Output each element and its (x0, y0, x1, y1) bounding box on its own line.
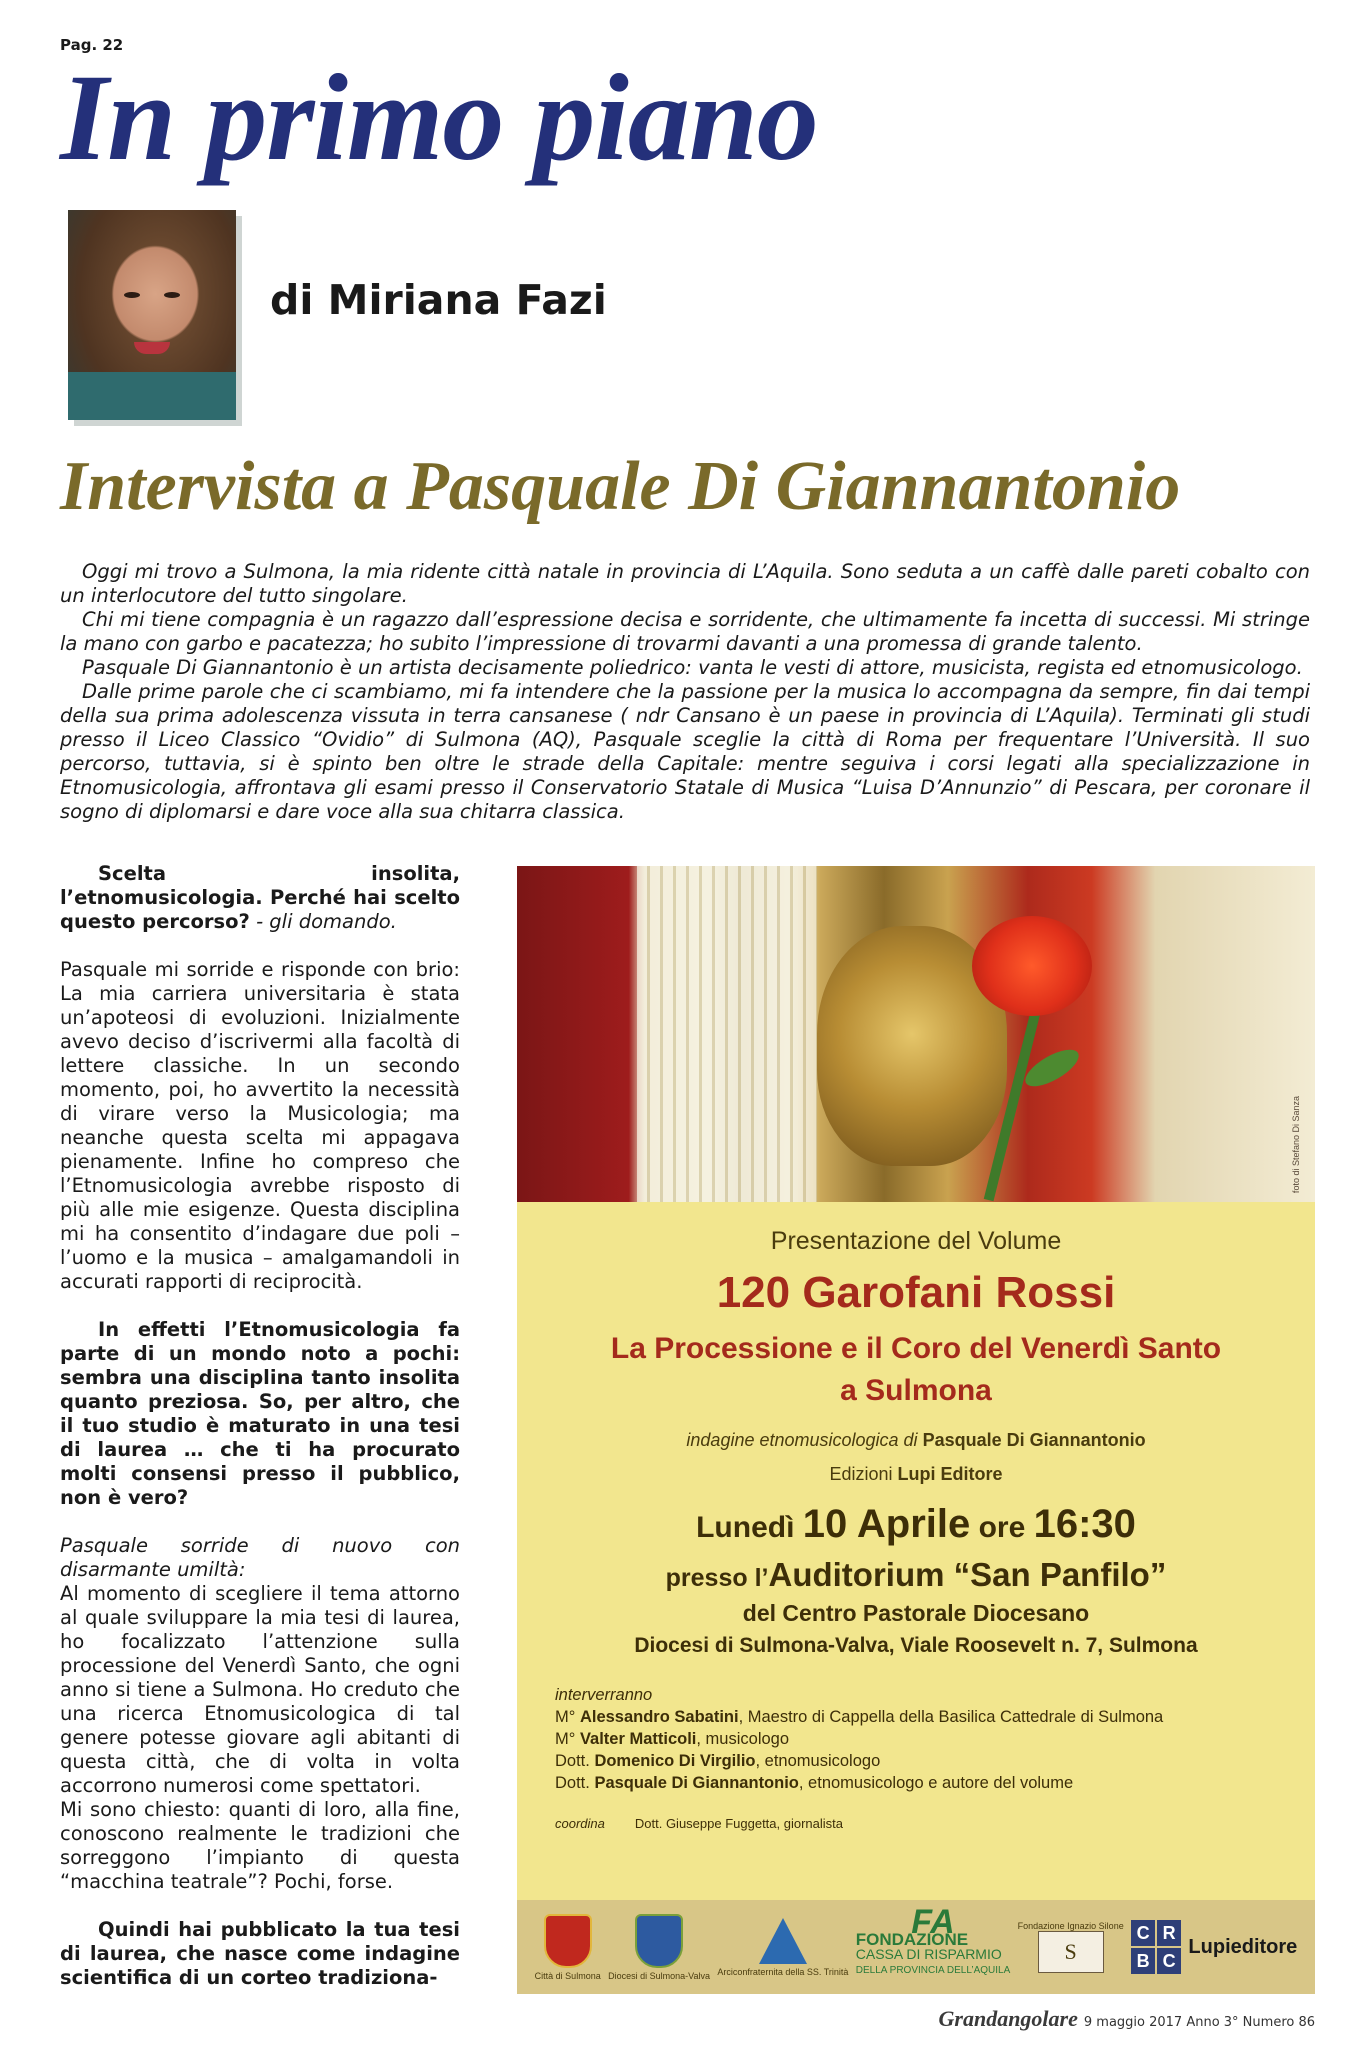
speaker-role: , etnomusicologo (755, 1752, 881, 1770)
intro-paragraph: Oggi mi trovo a Sulmona, la mia ridente città natale in provincia di L’Aquila. Sono seduta a un caffè dalle pareti cobalto con un interlocutore del tutto singolare. (60, 560, 1310, 607)
shield-icon (544, 1914, 592, 1968)
venue-name: Auditorium “San Panfilo” (768, 1556, 1167, 1593)
editore-label: Edizioni (829, 1464, 898, 1484)
speaker-row (555, 1728, 1295, 1750)
crbc-letter: B (1131, 1948, 1155, 1974)
editore-name: Lupi Editore (897, 1464, 1003, 1484)
speaker-row (555, 1772, 1295, 1794)
logo-caption: Città di Sulmona (534, 1970, 601, 1981)
logo-caption: Fondazione Ignazio Silone (1017, 1921, 1124, 1931)
magazine-name: Grandangolare (938, 2006, 1078, 2031)
speaker-name: Alessandro Sabatini (579, 1708, 739, 1726)
poster-coordina (555, 1816, 1255, 1831)
section-title: In primo piano (60, 49, 818, 186)
fondazione-line-3: DELLA PROVINCIA DELL’AQUILA (855, 1964, 1011, 1976)
speaker-title: M° (555, 1730, 580, 1748)
logo-arciconfraternita (717, 1918, 848, 1977)
indagine-author: Pasquale Di Giannantonio (922, 1430, 1146, 1450)
interview-column (60, 862, 460, 2014)
photo-eye-right (164, 292, 180, 298)
intro-paragraph: Dalle prime parole che ci scambiamo, mi fa intendere che la passione per la musica lo accompagna da sempre, fin dai tempi della sua prima adolescenza vissuta in terra cansanese ( ndr Cansano è un paese in provincia di L’Aquila). Terminati gli studi presso il Liceo Classico “Ovidio” di Sulmona (AQ), Pasquale sceglie la città di Roma per frequentare l’Università. Il suo percorso, tuttavia, si è spinto ben oltre le strade della Capitale: mentre seguiva i corsi legati alla specializzazione in Etnomusicologia, affrontava gli esami presso il Conservatorio Statale di Musica “Luisa D’Annunzio” di Pescara, per coronare il sogno di diplomarsi e dare voce alla sua chitarra classica. (60, 680, 1310, 823)
page-number: Pag. 22 (60, 36, 124, 54)
speaker-name: Valter Matticoli (579, 1730, 697, 1748)
poster-indagine (517, 1430, 1315, 1451)
red-carnation (972, 916, 1092, 1016)
crbc-letter: R (1157, 1920, 1181, 1946)
venue-prefix: presso l’ (665, 1564, 769, 1592)
author-byline: di Miriana Fazi (270, 276, 607, 324)
photo-eye-left (124, 292, 140, 298)
poster-intro: Presentazione del Volume (770, 1227, 1062, 1255)
coordina-label: coordina (555, 1816, 605, 1831)
speakers-list (555, 1684, 1295, 1794)
logo-fondazione-silone (1018, 1921, 1124, 1973)
event-poster (517, 866, 1315, 1994)
logo-diocesi (608, 1914, 710, 1981)
logo-fondazione-carispaq (855, 1902, 1011, 1978)
question-1-tag: - gli domando. (249, 910, 397, 933)
fondazione-text (855, 1929, 1011, 1978)
article-intro (60, 560, 1310, 824)
speaker-role: , Maestro di Cappella della Basilica Cattedrale di Sulmona (738, 1708, 1164, 1726)
answer-2-paragraph-2: Mi sono chiesto: quanti di loro, alla fine, conoscono realmente le tradizioni che sorreggono l’impianto di questa “macchina teatrale”? Pochi, forse. (60, 1798, 460, 1893)
lupi-wordmark: Lupieditore (1188, 1936, 1298, 1958)
fondazione-line-2: CASSA DI RISPARMIO (855, 1945, 1002, 1962)
speaker-name: Domenico Di Virgilio (594, 1752, 756, 1770)
logo-citta-sulmona (535, 1914, 601, 1981)
answer-2-paragraph-1: Al momento di scegliere il tema attorno al quale sviluppare la mia tesi di laurea, ho focalizzato l’attenzione sulla processione del Venerdì Santo, che ogni anno si tiene a Sulmona. Ho creduto che una ricerca Etnomusicologica di tal genere potesse giovare agli abitanti di questa città, che di volta in volta accorrono numerosi come spettatori. (60, 1582, 460, 1797)
portrait-icon: S (1038, 1931, 1104, 1973)
poster-date (517, 1502, 1315, 1547)
speaker-role: , musicologo (696, 1730, 790, 1748)
speaker-title: Dott. (555, 1752, 595, 1770)
poster-subtitle-1: La Processione e il Coro del Venerdì Santo (610, 1332, 1222, 1365)
question-1 (60, 862, 460, 934)
fondazione-mark-icon: FA (911, 1902, 955, 1941)
photo-mouth (134, 342, 170, 354)
poster-title: 120 Garofani Rossi (716, 1268, 1116, 1317)
answer-1: Pasquale mi sorride e risponde con brio: La mia carriera universitaria è stata un’apoteosi di evoluzioni. Inizialmente avevo deciso d’iscrivermi alla facoltà di lettere classiche. In un secondo momento, poi, ho avvertito la necessità di virare verso la Musicologia; ma neanche questa scelta mi appagava pienamente. Infine ho compreso che l’Etnomusicologia avrebbe risposto di più alle mie esigenze. Questa disciplina mi ha consentito d’indagare due poli – l’uomo e la musica – amalgamandoli in accurati rapporti di reciprocità. (60, 958, 460, 1293)
date-ore: ore (970, 1511, 1034, 1544)
triangle-icon (759, 1918, 807, 1964)
speaker-name: Pasquale Di Giannantonio (594, 1774, 799, 1792)
poster-venue (517, 1556, 1315, 1594)
date-value: 10 Aprile (802, 1502, 971, 1546)
sponsor-logos (517, 1900, 1315, 1994)
answer-2-intro: Pasquale sorride di nuovo con disarmante umiltà: (60, 1534, 460, 1581)
date-day: Lunedì (696, 1511, 803, 1544)
question-2: In effetti l’Etnomusicologia fa parte di un mondo noto a pochi: sembra una disciplina tanto insolita quanto preziosa. So, per altro, che il tuo studio è maturato in una tesi di laurea … che ti ha procurato molti consensi presso il pubblico, non è vero? (60, 1318, 460, 1509)
speaker-title: Dott. (555, 1774, 595, 1792)
intro-paragraph: Pasquale Di Giannantonio è un artista decisamente poliedrico: vanta le vesti di attore, musicista, regista ed etnomusicologo. (82, 656, 1303, 679)
logo-caption: Arciconfraternita della SS. Trinità (717, 1966, 849, 1977)
speaker-title: M° (555, 1708, 580, 1726)
coordina-name: Dott. Giuseppe Fuggetta, giornalista (634, 1816, 843, 1831)
intro-paragraph: Chi mi tiene compagnia è un ragazzo dall’espressione decisa e sorridente, che ultimamente fa incetta di successi. Mi stringe la mano con garbo e pacatezza; ho subito l’impressione di trovarmi davanti a una promessa di grande talento. (60, 608, 1310, 655)
date-time: 16:30 (1033, 1502, 1136, 1546)
page-footer (939, 2006, 1315, 2032)
shield-icon (635, 1914, 683, 1968)
speaker-role: , etnomusicologo e autore del volume (798, 1774, 1074, 1792)
poster-subtitle-2: a Sulmona (840, 1374, 992, 1407)
speakers-header: interverranno (555, 1686, 653, 1704)
logo-crbc (1131, 1920, 1181, 1974)
poster-diocesi: Diocesi di Sulmona-Valva, Viale Roosevelt n. 7, Sulmona (634, 1634, 1198, 1657)
poster-centro: del Centro Pastorale Diocesano (742, 1600, 1090, 1626)
article-headline: Intervista a Pasquale Di Giannantonio (60, 448, 1181, 525)
poster-editore (517, 1464, 1315, 1485)
logo-lupieditore (1188, 1936, 1298, 1958)
photo-credit: foto di Stefano Di Sanza (1291, 1096, 1301, 1194)
speaker-row (555, 1750, 1295, 1772)
indagine-label: indagine etnomusicologica di (686, 1430, 923, 1450)
speaker-row (555, 1706, 1295, 1728)
drapery-stripes (637, 866, 817, 1202)
question-1-text: Scelta insolita, l’etnomusicologia. Perché hai scelto questo percorso? (60, 862, 460, 933)
photo-shirt (68, 372, 236, 420)
crbc-icon (1131, 1920, 1181, 1974)
logo-caption: Diocesi di Sulmona-Valva (608, 1970, 710, 1981)
crbc-letter: C (1157, 1948, 1181, 1974)
question-3: Quindi hai pubblicato la tua tesi di laurea, che nasce come indagine scientifica di un corteo tradiziona- (60, 1918, 460, 1989)
issue-info: 9 maggio 2017 Anno 3° Numero 86 (1083, 2015, 1315, 2030)
fondazione-line-1: FONDAZIONE (855, 1929, 969, 1949)
crbc-letter: C (1131, 1920, 1155, 1946)
author-photo (68, 210, 236, 420)
poster-photo (517, 866, 1315, 1202)
